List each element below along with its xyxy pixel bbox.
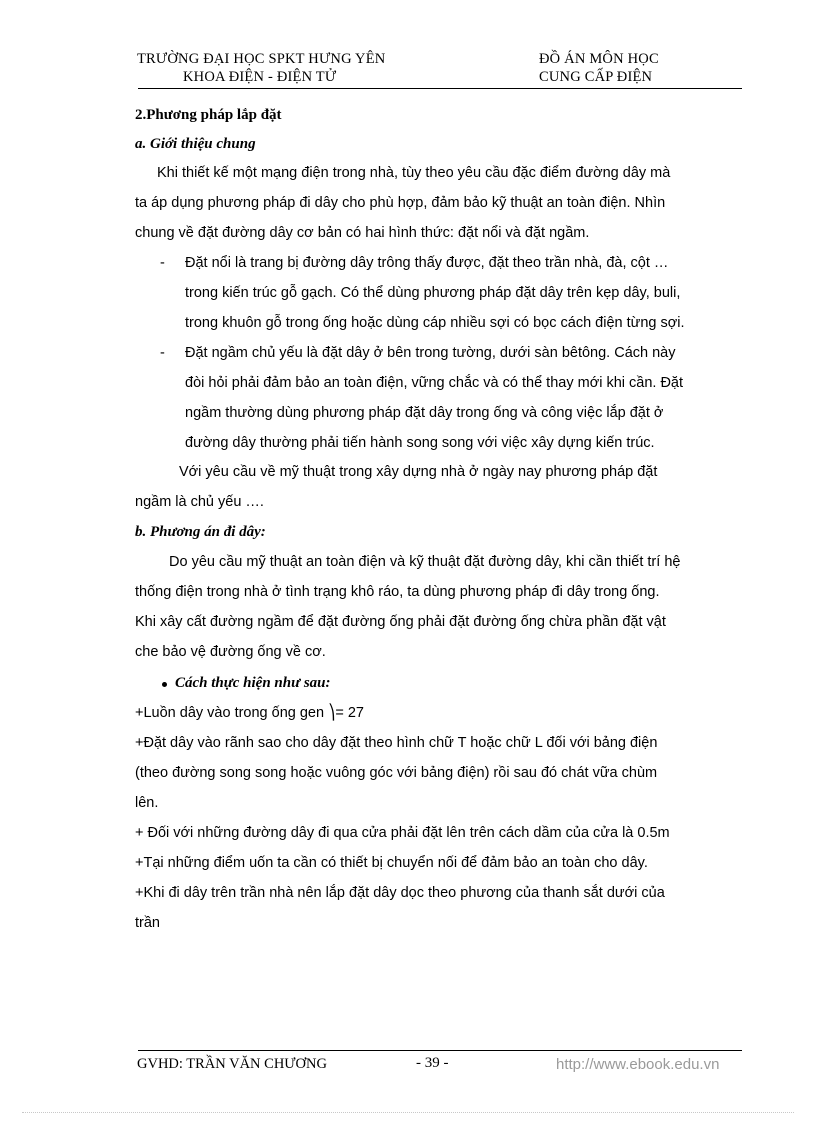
para1-line: ta áp dụng phương pháp đi dây cho phù hợp, đảm bảo kỹ thuật an toàn điện. Nhìn: [135, 195, 666, 211]
step-line: + Đối với những đường dây đi qua cửa phải đặt lên trên cách dầm của cửa là 0.5m: [135, 825, 670, 841]
page-edge-dots: [22, 1112, 794, 1113]
header-rule: [138, 88, 742, 89]
list-dash: -: [160, 345, 165, 361]
para3-line: thống điện trong nhà ở tình trạng khô ráo, ta dùng phương pháp đi dây trong ống.: [135, 584, 660, 600]
step-line: trần: [135, 915, 160, 931]
section-heading: 2.Phương pháp lắp đặt: [135, 107, 282, 123]
para3-line: che bảo vệ đường ống về cơ.: [135, 644, 326, 660]
item2-line: đòi hỏi phải đảm bảo an toàn điện, vững chắc và có thể thay mới khi cần. Đặt: [185, 375, 684, 391]
step-line: +Luồn dây vào trong ống gen ⎞= 27: [135, 705, 364, 721]
step-line: +Khi đi dây trên trần nhà nên lắp đặt dây dọc theo phương của thanh sắt dưới của: [135, 885, 665, 901]
header-faculty: KHOA ĐIỆN - ĐIỆN TỬ: [183, 69, 337, 85]
list-dash: -: [160, 255, 165, 271]
step-line: +Tại những điểm uốn ta cần có thiết bị chuyển nối để đảm bảo an toàn cho dây.: [135, 855, 648, 871]
subheading-a: a. Giới thiệu chung: [135, 136, 256, 152]
para3-line: Do yêu cầu mỹ thuật an toàn điện và kỹ thuật đặt đường dây, khi cần thiết trí hệ: [169, 554, 681, 570]
item1-line: trong kiến trúc gỗ gạch. Có thể dùng phương pháp đặt dây trên kẹp dây, buli,: [185, 285, 681, 301]
header-subject: CUNG CẤP ĐIỆN: [539, 69, 653, 85]
item2-line: ngầm thường dùng phương pháp đặt dây trong ống và công việc lắp đặt ở: [185, 405, 664, 421]
item2-line: Đặt ngầm chủ yếu là đặt dây ở bên trong tường, dưới sàn bêtông. Cách này: [185, 345, 676, 361]
item1-line: Đặt nổi là trang bị đường dây trông thấy được, đặt theo trần nhà, đà, cột …: [185, 255, 669, 271]
header-school: TRƯỜNG ĐẠI HỌC SPKT HƯNG YÊN: [137, 51, 386, 67]
para1-line: chung về đặt đường dây cơ bản có hai hình thức: đặt nổi và đặt ngầm.: [135, 225, 590, 241]
step-line: +Đặt dây vào rãnh sao cho dây đặt theo hình chữ T hoặc chữ L đối với bảng điện: [135, 735, 658, 751]
footer-instructor: GVHD: TRẦN VĂN CHƯƠNG: [137, 1056, 327, 1072]
subheading-b: b. Phương án đi dây:: [135, 524, 266, 540]
para1-line: Khi thiết kế một mạng điện trong nhà, tùy theo yêu cầu đặc điểm đường dây mà: [157, 165, 671, 181]
para2-line: Với yêu cầu về mỹ thuật trong xây dựng nhà ở ngày nay phương pháp đặt: [179, 464, 658, 480]
para3-line: Khi xây cất đường ngầm để đặt đường ống phải đặt đường ống chừa phần đặt vật: [135, 614, 666, 630]
item1-line: trong khuôn gỗ trong ống hoặc dùng cáp nhiều sợi có bọc cách điện từng sợi.: [185, 315, 685, 331]
para2-line: ngầm là chủ yếu ….: [135, 494, 264, 510]
page-number: - 39 -: [416, 1055, 449, 1071]
footer-rule: [138, 1050, 742, 1051]
step-line: (theo đường song song hoặc vuông góc với bảng điện) rồi sau đó chát vữa chùm: [135, 765, 658, 781]
step-line: lên.: [135, 795, 159, 811]
item2-line: đường dây thường phải tiến hành song song với việc xây dựng kiến trúc.: [185, 435, 655, 451]
bullet-heading: Cách thực hiện như sau:: [175, 675, 331, 691]
header-course: ĐỒ ÁN MÔN HỌC: [539, 51, 659, 67]
footer-url: http://www.ebook.edu.vn: [556, 1056, 720, 1073]
bullet-dot-icon: [162, 682, 167, 687]
